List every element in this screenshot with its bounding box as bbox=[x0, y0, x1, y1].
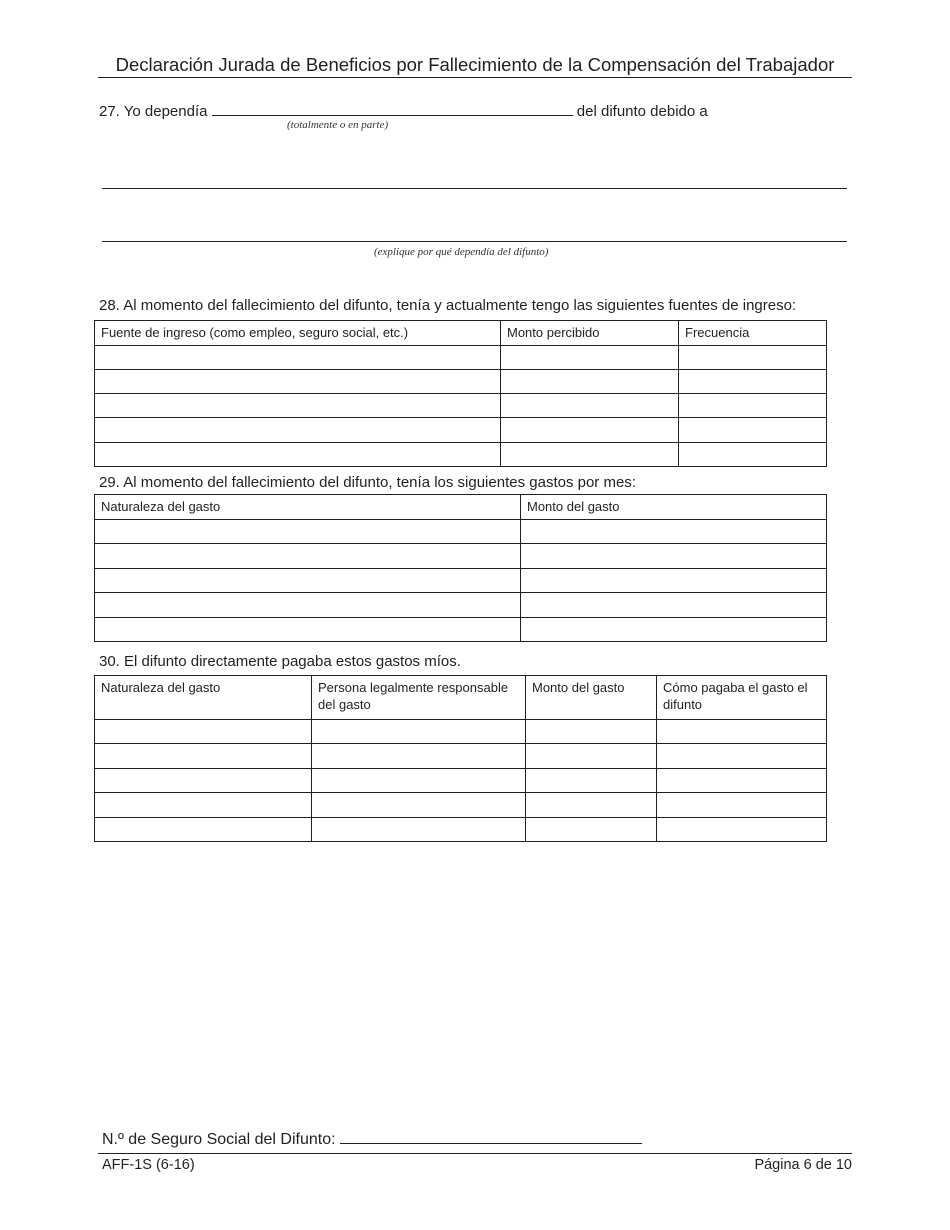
table-cell[interactable] bbox=[657, 744, 827, 769]
column-header: Persona legalmente responsable del gasto bbox=[312, 676, 526, 720]
table-cell[interactable] bbox=[95, 569, 521, 593]
column-header: Monto percibido bbox=[501, 321, 679, 346]
table-header-row bbox=[95, 495, 827, 520]
table-cell[interactable] bbox=[501, 370, 679, 394]
ssn-label: N.º de Seguro Social del Difunto: bbox=[102, 1131, 336, 1148]
question-27-prefix: 27. Yo dependía bbox=[99, 103, 208, 120]
table-cell[interactable] bbox=[521, 618, 827, 642]
column-header: Naturaleza del gasto bbox=[95, 676, 312, 720]
dependency-hint: (totalmente o en parte) bbox=[287, 119, 389, 131]
table-row bbox=[95, 394, 827, 418]
question-30-label: 30. El difunto directamente pagaba estos gastos míos. bbox=[99, 653, 461, 670]
table-cell[interactable] bbox=[501, 443, 679, 467]
table-cell[interactable] bbox=[95, 520, 521, 544]
table-cell[interactable] bbox=[679, 346, 827, 370]
table-row bbox=[95, 793, 827, 818]
reason-line-1[interactable] bbox=[102, 188, 847, 189]
reason-hint: (explique por qué dependía del difunto) bbox=[374, 246, 549, 258]
table-cell[interactable] bbox=[521, 569, 827, 593]
ssn-blank[interactable] bbox=[340, 1128, 642, 1144]
table-row bbox=[95, 618, 827, 642]
table-cell[interactable] bbox=[679, 394, 827, 418]
table-cell[interactable] bbox=[95, 818, 312, 842]
form-id: AFF-1S (6-16) bbox=[102, 1157, 195, 1173]
ssn-field bbox=[102, 1128, 642, 1149]
table-cell[interactable] bbox=[95, 443, 501, 467]
table-cell[interactable] bbox=[95, 544, 521, 569]
page-title: Declaración Jurada de Beneficios por Fallecimiento de la Compensación del Trabajador bbox=[98, 54, 852, 78]
column-header: Frecuencia bbox=[679, 321, 827, 346]
table-cell[interactable] bbox=[521, 593, 827, 618]
table-cell[interactable] bbox=[312, 793, 526, 818]
table-row bbox=[95, 346, 827, 370]
paid-expenses-table bbox=[94, 675, 827, 842]
monthly-expenses-table bbox=[94, 494, 827, 642]
column-header: Naturaleza del gasto bbox=[95, 495, 521, 520]
table-cell[interactable] bbox=[312, 769, 526, 793]
table-cell[interactable] bbox=[95, 744, 312, 769]
table-row bbox=[95, 544, 827, 569]
table-row bbox=[95, 720, 827, 744]
column-header: Monto del gasto bbox=[521, 495, 827, 520]
table-cell[interactable] bbox=[95, 418, 501, 443]
column-header: Monto del gasto bbox=[526, 676, 657, 720]
table-row bbox=[95, 520, 827, 544]
table-cell[interactable] bbox=[521, 520, 827, 544]
table-cell[interactable] bbox=[526, 720, 657, 744]
table-cell[interactable] bbox=[95, 370, 501, 394]
page-number: Página 6 de 10 bbox=[754, 1157, 852, 1173]
table-header-row bbox=[95, 676, 827, 720]
table-row bbox=[95, 769, 827, 793]
table-cell[interactable] bbox=[95, 346, 501, 370]
reason-line-2[interactable] bbox=[102, 241, 847, 242]
table-cell[interactable] bbox=[95, 769, 312, 793]
table-row bbox=[95, 569, 827, 593]
column-header: Cómo pagaba el gasto el difunto bbox=[657, 676, 827, 720]
table-cell[interactable] bbox=[657, 818, 827, 842]
table-cell[interactable] bbox=[657, 769, 827, 793]
table-cell[interactable] bbox=[501, 346, 679, 370]
question-29-label: 29. Al momento del fallecimiento del difunto, tenía los siguientes gastos por mes: bbox=[99, 474, 636, 491]
table-row bbox=[95, 744, 827, 769]
question-27 bbox=[99, 101, 708, 120]
table-cell[interactable] bbox=[526, 744, 657, 769]
table-cell[interactable] bbox=[501, 418, 679, 443]
footer-divider bbox=[98, 1153, 852, 1154]
table-cell[interactable] bbox=[657, 793, 827, 818]
table-cell[interactable] bbox=[95, 720, 312, 744]
table-cell[interactable] bbox=[679, 370, 827, 394]
table-cell[interactable] bbox=[521, 544, 827, 569]
question-28-label: 28. Al momento del fallecimiento del difunto, tenía y actualmente tengo las siguientes fuentes de ingreso: bbox=[99, 297, 797, 314]
table-row bbox=[95, 370, 827, 394]
table-cell[interactable] bbox=[657, 720, 827, 744]
table-cell[interactable] bbox=[526, 793, 657, 818]
question-27-suffix: del difunto debido a bbox=[576, 103, 708, 120]
table-cell[interactable] bbox=[312, 818, 526, 842]
table-cell[interactable] bbox=[312, 744, 526, 769]
table-cell[interactable] bbox=[95, 593, 521, 618]
table-header-row bbox=[95, 321, 827, 346]
table-cell[interactable] bbox=[312, 720, 526, 744]
dependency-blank[interactable] bbox=[212, 101, 573, 116]
table-row bbox=[95, 818, 827, 842]
table-cell[interactable] bbox=[501, 394, 679, 418]
table-cell[interactable] bbox=[679, 443, 827, 467]
table-cell[interactable] bbox=[95, 618, 521, 642]
column-header: Fuente de ingreso (como empleo, seguro social, etc.) bbox=[95, 321, 501, 346]
table-cell[interactable] bbox=[95, 793, 312, 818]
table-cell[interactable] bbox=[526, 818, 657, 842]
table-row bbox=[95, 418, 827, 443]
table-cell[interactable] bbox=[526, 769, 657, 793]
table-row bbox=[95, 593, 827, 618]
income-sources-table bbox=[94, 320, 827, 467]
table-cell[interactable] bbox=[679, 418, 827, 443]
table-row bbox=[95, 443, 827, 467]
table-cell[interactable] bbox=[95, 394, 501, 418]
